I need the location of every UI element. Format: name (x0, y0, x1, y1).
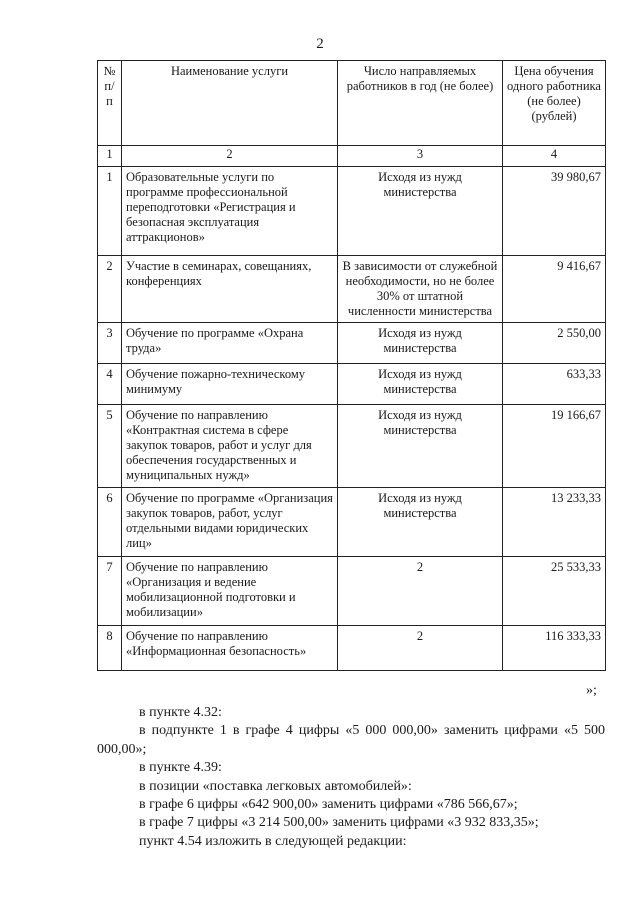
row-price: 13 233,33 (503, 488, 606, 557)
index-cell: 4 (503, 146, 606, 167)
table-row (98, 364, 606, 405)
paragraph: в графе 7 цифры «3 214 500,00» заменить цифрами «3 932 833,35»; (139, 815, 539, 831)
row-count: Исходя из нужд министерства (338, 488, 503, 557)
row-name: Обучение по направлению «Информационная безопасность» (122, 626, 338, 671)
row-count: Исходя из нужд министерства (338, 405, 503, 488)
index-cell: 3 (338, 146, 503, 167)
index-cell: 1 (98, 146, 122, 167)
page-number: 2 (316, 36, 324, 52)
row-price: 9 416,67 (503, 256, 606, 323)
paragraph: в позиции «поставка легковых автомобилей»: (139, 778, 412, 794)
table-row (98, 256, 606, 323)
row-count: 2 (338, 626, 503, 671)
row-name: Обучение по направлению «Контрактная система в сфере закупок товаров, работ и услуг для обеспечения государственных и муниципальных нужд» (122, 405, 338, 488)
row-num: 2 (98, 256, 122, 323)
closing-quote-mark: »; (586, 683, 597, 698)
table-row (98, 626, 606, 671)
table-row (98, 167, 606, 256)
table-row (98, 488, 606, 557)
row-price: 116 333,33 (503, 626, 606, 671)
row-num: 1 (98, 167, 122, 256)
header-name: Наименование услуги (122, 61, 338, 146)
header-num: № п/п (98, 61, 122, 146)
row-count: Исходя из нужд министерства (338, 167, 503, 256)
table-index-row (98, 146, 606, 167)
row-num: 4 (98, 364, 122, 405)
row-price: 25 533,33 (503, 557, 606, 626)
row-num: 6 (98, 488, 122, 557)
paragraph: в графе 6 цифры «642 900,00» заменить цифрами «786 566,67»; (139, 797, 518, 813)
paragraph: в пункте 4.32: (139, 705, 222, 720)
amendment-text (97, 704, 605, 851)
services-table (97, 60, 606, 671)
paragraph: в пункте 4.39: (139, 760, 222, 776)
row-count: 2 (338, 557, 503, 626)
row-name: Обучение по направлению «Организация и ведение мобилизационной подготовки и мобилизации» (122, 557, 338, 626)
table-row (98, 557, 606, 626)
row-num: 8 (98, 626, 122, 671)
row-name: Обучение по программе «Охрана труда» (122, 323, 338, 364)
row-num: 3 (98, 323, 122, 364)
row-name: Образовательные услуги по программе профессиональной переподготовки «Регистрация и безопасная эксплуатация аттракционов» (122, 167, 338, 256)
row-price: 633,33 (503, 364, 606, 405)
table-row (98, 323, 606, 364)
row-num: 7 (98, 557, 122, 626)
row-num: 5 (98, 405, 122, 488)
index-cell: 2 (122, 146, 338, 167)
row-price: 2 550,00 (503, 323, 606, 364)
table-row (98, 405, 606, 488)
header-price: Цена обучения одного работника (не более) (рублей) (503, 61, 606, 146)
row-count: В зависимости от служебной необходимости, но не более 30% от штатной численности министерства (338, 256, 503, 323)
paragraph: пункт 4.54 изложить в следующей редакции: (139, 833, 407, 849)
paragraph: в подпункте 1 в графе 4 цифры «5 000 000,00» заменить цифрами «5 500 000,00»; (97, 723, 605, 757)
row-name: Участие в семинарах, совещаниях, конференциях (122, 256, 338, 323)
row-price: 19 166,67 (503, 405, 606, 488)
row-name: Обучение пожарно-техническому минимуму (122, 364, 338, 405)
row-name: Обучение по программе «Организация закупок товаров, работ, услуг отдельными видами юридических лиц» (122, 488, 338, 557)
header-count: Число направляемых работников в год (не более) (338, 61, 503, 146)
table-header-row (98, 61, 606, 146)
row-price: 39 980,67 (503, 167, 606, 256)
row-count: Исходя из нужд министерства (338, 323, 503, 364)
row-count: Исходя из нужд министерства (338, 364, 503, 405)
